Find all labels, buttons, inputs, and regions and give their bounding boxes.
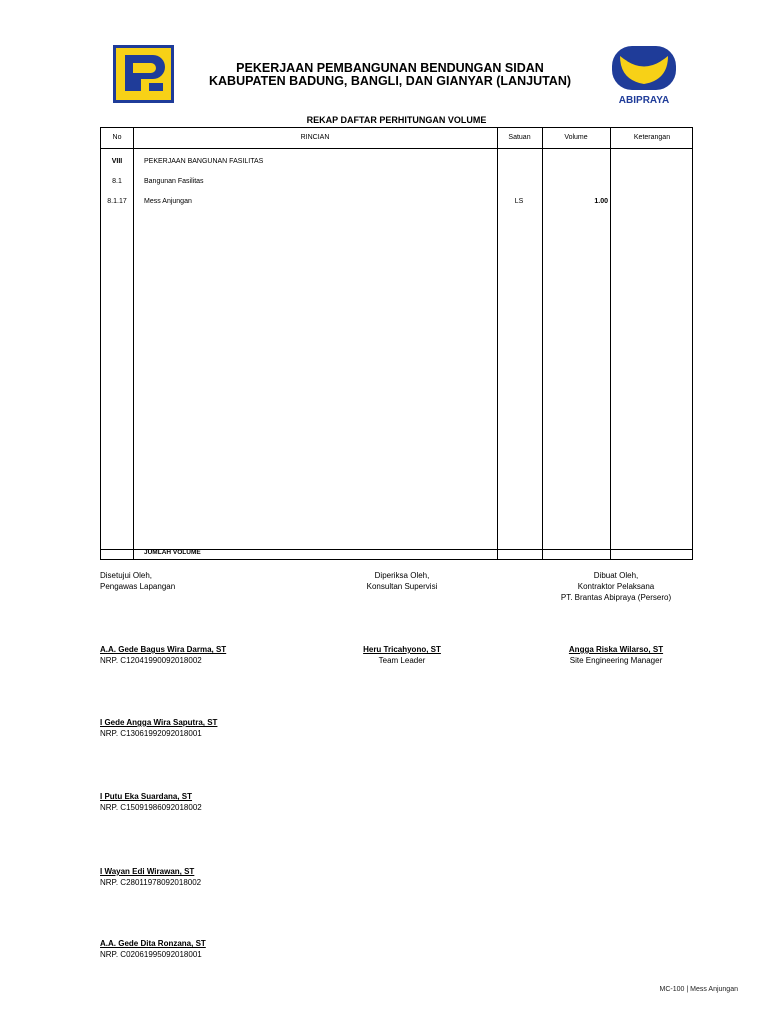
signer-sub: NRP. C12041990092018002 bbox=[100, 656, 202, 665]
signer-sub: NRP. C28011978092018002 bbox=[100, 878, 202, 887]
approval-left-line2: Pengawas Lapangan bbox=[100, 582, 176, 591]
approval-middle-line1: Diperiksa Oleh, bbox=[374, 571, 430, 580]
col-header-satuan: Satuan bbox=[508, 134, 531, 141]
total-volume-label: JUMLAH VOLUME bbox=[144, 549, 201, 556]
approval-middle bbox=[322, 570, 482, 592]
approval-right-line3: PT. Brantas Abipraya (Persero) bbox=[560, 593, 672, 602]
col-header-keterangan: Keterangan bbox=[633, 134, 671, 141]
col-header-volume: Volume bbox=[564, 134, 588, 141]
signer-sub: NRP. C13061992092018001 bbox=[100, 729, 202, 738]
signer-name: Angga Riska Wilarso, ST bbox=[568, 645, 664, 654]
approval-right bbox=[536, 570, 696, 603]
signer-list-item bbox=[100, 717, 217, 739]
signer-name: A.A. Gede Bagus Wira Darma, ST bbox=[100, 645, 227, 654]
col-header-no: No bbox=[112, 134, 122, 141]
col-header-rincian: RINCIAN bbox=[300, 134, 330, 141]
signer-sub: NRP. C15091986092018002 bbox=[100, 803, 202, 812]
pu-logo bbox=[113, 45, 174, 103]
signer-list-item bbox=[100, 938, 206, 960]
row-rincian: Mess Anjungan bbox=[144, 198, 192, 205]
signer-sub: NRP. C02061995092018001 bbox=[100, 950, 202, 959]
signer-right bbox=[536, 644, 696, 666]
approval-right-line2: Kontraktor Pelaksana bbox=[577, 582, 655, 591]
row-volume: 1.00 bbox=[594, 198, 608, 205]
signer-list-item bbox=[100, 791, 202, 813]
signer-name: I Wayan Edi Wirawan, ST bbox=[100, 867, 195, 876]
signer-name: I Gede Angga Wira Saputra, ST bbox=[100, 718, 218, 727]
volume-table bbox=[100, 127, 693, 560]
row-rincian: Bangunan Fasilitas bbox=[144, 178, 204, 185]
row-satuan: LS bbox=[514, 198, 524, 205]
approval-left bbox=[100, 570, 175, 592]
row-no: 8.1.17 bbox=[107, 198, 127, 205]
abipraya-logo-text: ABIPRAYA bbox=[618, 95, 670, 106]
page-footer: MC-100 | Mess Anjungan bbox=[659, 986, 738, 993]
signer-name: Heru Tricahyono, ST bbox=[363, 645, 441, 654]
abipraya-logo bbox=[610, 46, 678, 106]
approval-middle-line2: Konsultan Supervisi bbox=[366, 582, 438, 591]
signer-sub: Site Engineering Manager bbox=[569, 656, 663, 665]
document-title-line2: KABUPATEN BADUNG, BANGLI, DAN GIANYAR (LANJUTAN) bbox=[208, 74, 572, 88]
row-rincian: PEKERJAAN BANGUNAN FASILITAS bbox=[144, 158, 264, 165]
row-no: VIII bbox=[111, 158, 123, 165]
row-no: 8.1 bbox=[112, 178, 122, 185]
signer-name: A.A. Gede Dita Ronzana, ST bbox=[100, 939, 206, 948]
signer-left bbox=[100, 644, 226, 666]
document-subtitle: REKAP DAFTAR PERHITUNGAN VOLUME bbox=[306, 115, 487, 125]
approval-left-line1: Disetujui Oleh, bbox=[100, 571, 153, 580]
signer-middle bbox=[322, 644, 482, 666]
signer-list-item bbox=[100, 866, 201, 888]
signer-sub: Team Leader bbox=[378, 656, 426, 665]
approval-right-line1: Dibuat Oleh, bbox=[593, 571, 639, 580]
document-title-line1: PEKERJAAN PEMBANGUNAN BENDUNGAN SIDAN bbox=[236, 61, 544, 75]
signer-name: I Putu Eka Suardana, ST bbox=[100, 792, 193, 801]
